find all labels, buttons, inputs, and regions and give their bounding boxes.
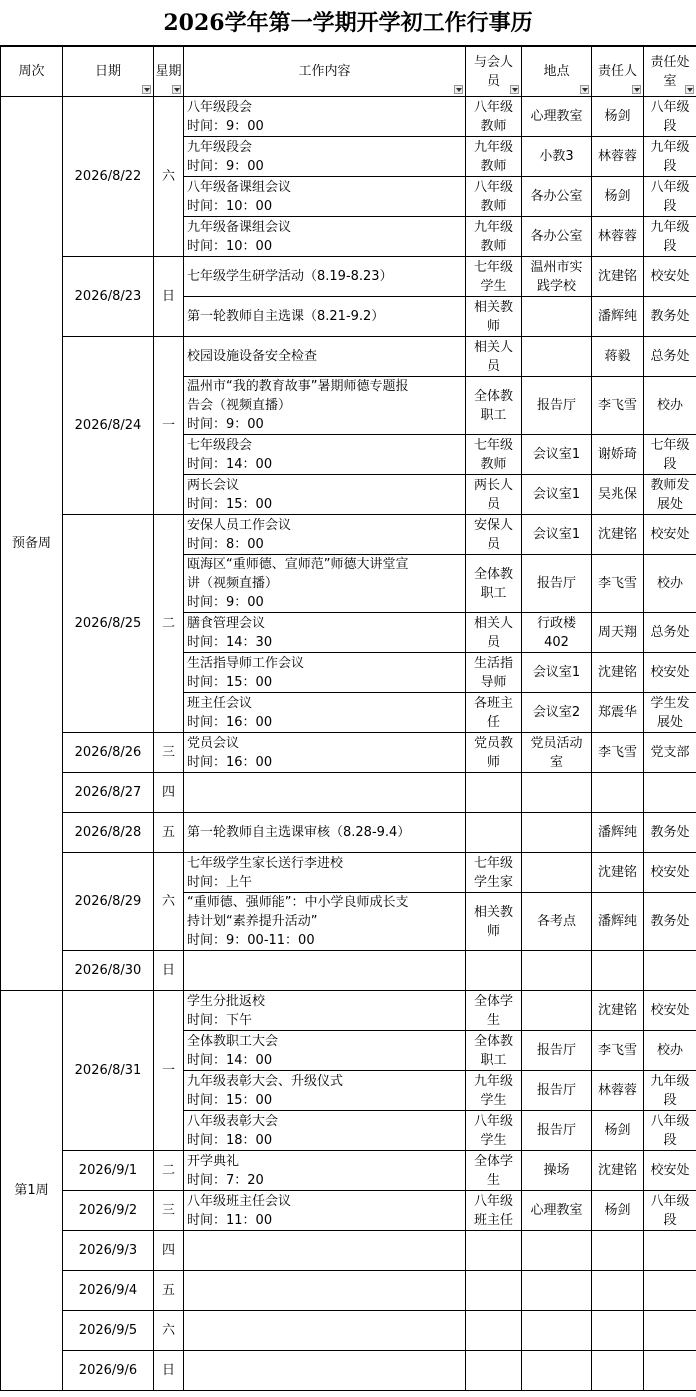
office-cell: 教务处 [644,297,696,337]
person-cell: 沈建铭 [592,653,644,693]
attendees-cell: 两长人 员 [466,475,522,515]
person-cell: 潘辉纯 [592,297,644,337]
weekday-cell: 四 [154,1231,184,1271]
location-cell [522,951,592,991]
content-cell: 校园设施设备安全检查 [184,337,466,377]
content-cell: 八年级段会 时间：9：00 [184,97,466,137]
person-cell [592,1351,644,1391]
location-cell [522,1231,592,1271]
date-cell: 2026/9/5 [63,1311,154,1351]
date-cell: 2026/9/3 [63,1231,154,1271]
attendees-cell [466,1351,522,1391]
content-cell: 膳食管理会议 时间：14：30 [184,613,466,653]
date-cell: 2026/8/22 [63,97,154,257]
header-person: 责任人 [592,47,644,97]
location-cell [522,813,592,853]
weekday-cell: 五 [154,813,184,853]
weekday-cell: 日 [154,951,184,991]
attendees-cell: 相关教 师 [466,893,522,951]
office-cell [644,951,696,991]
content-cell: 学生分批返校 时间：下午 [184,991,466,1031]
date-cell: 2026/9/4 [63,1271,154,1311]
header-location: 地点 [522,47,592,97]
location-cell: 报告厅 [522,1031,592,1071]
person-cell [592,773,644,813]
table-row [1,515,696,555]
person-cell: 李飞雪 [592,1031,644,1071]
office-cell: 教师发 展处 [644,475,696,515]
date-cell: 2026/9/1 [63,1151,154,1191]
attendees-cell [466,1231,522,1271]
attendees-cell: 全体教 职工 [466,377,522,435]
attendees-cell [466,813,522,853]
table-row [1,337,696,377]
office-cell: 总务处 [644,613,696,653]
content-cell: 七年级学生家长送行李进校 时间：上午 [184,853,466,893]
attendees-cell: 安保人 员 [466,515,522,555]
header-attendees: 与会人员 [466,47,522,97]
attendees-cell: 党员教 师 [466,733,522,773]
weekday-cell: 三 [154,1191,184,1231]
location-cell: 操场 [522,1151,592,1191]
location-cell [522,297,592,337]
weekday-cell: 二 [154,515,184,733]
content-cell: 温州市“我的教育故事”暑期师德专题报 告会（视频直播） 时间：9：00 [184,377,466,435]
person-cell: 杨剑 [592,1191,644,1231]
date-cell: 2026/8/27 [63,773,154,813]
header-row [1,47,696,97]
location-cell: 行政楼 402 [522,613,592,653]
office-cell: 校安处 [644,853,696,893]
attendees-cell: 全体学 生 [466,991,522,1031]
person-cell [592,1271,644,1311]
content-cell: 生活指导师工作会议 时间：15：00 [184,653,466,693]
location-cell: 温州市实 践学校 [522,257,592,297]
attendees-cell: 全体教 职工 [466,555,522,613]
weekday-cell: 四 [154,773,184,813]
attendees-cell: 生活指 导师 [466,653,522,693]
table-row [1,97,696,137]
person-cell: 周天翔 [592,613,644,653]
location-cell: 会议室1 [522,475,592,515]
weekday-cell: 日 [154,257,184,337]
content-cell: 九年级表彰大会、升级仪式 时间：15：00 [184,1071,466,1111]
header-office: 责任处室 [644,47,696,97]
content-cell [184,1311,466,1351]
person-cell: 潘辉纯 [592,893,644,951]
schedule-table [0,46,696,1391]
attendees-cell: 九年级 教师 [466,137,522,177]
person-cell: 沈建铭 [592,515,644,555]
table-row [1,853,696,893]
weekday-cell: 一 [154,337,184,515]
content-cell: 八年级备课组会议 时间：10：00 [184,177,466,217]
attendees-cell: 各班主 任 [466,693,522,733]
person-cell: 杨剑 [592,177,644,217]
location-cell [522,1311,592,1351]
weekday-cell: 二 [154,1151,184,1191]
office-cell: 校安处 [644,653,696,693]
content-cell: 党员会议 时间：16：00 [184,733,466,773]
content-cell: 八年级表彰大会 时间：18：00 [184,1111,466,1151]
office-cell: 九年级 段 [644,1071,696,1111]
weekday-cell: 三 [154,733,184,773]
attendees-cell: 八年级 学生 [466,1111,522,1151]
filter-dropdown-icon[interactable] [685,85,694,94]
location-cell: 心理教室 [522,97,592,137]
filter-dropdown-icon[interactable] [454,85,463,94]
location-cell: 心理教室 [522,1191,592,1231]
attendees-cell: 相关人 员 [466,337,522,377]
date-cell: 2026/9/2 [63,1191,154,1231]
content-cell: 八年级班主任会议 时间：11：00 [184,1191,466,1231]
attendees-cell: 九年级 学生 [466,1071,522,1111]
office-cell [644,1271,696,1311]
table-row [1,1151,696,1191]
attendees-cell [466,951,522,991]
person-cell: 潘辉纯 [592,813,644,853]
content-cell [184,1271,466,1311]
content-cell: 班主任会议 时间：16：00 [184,693,466,733]
table-row [1,257,696,297]
filter-dropdown-icon[interactable] [632,85,641,94]
date-cell: 2026/8/24 [63,337,154,515]
office-cell: 七年级 段 [644,435,696,475]
location-cell: 报告厅 [522,1111,592,1151]
content-cell: 全体教职工大会 时间：14：00 [184,1031,466,1071]
date-cell: 2026/8/31 [63,991,154,1151]
content-cell: 瓯海区“重师德、宣师范”师德大讲堂宣 讲（视频直播） 时间：9：00 [184,555,466,613]
attendees-cell: 七年级 学生 [466,257,522,297]
location-cell [522,1271,592,1311]
location-cell [522,1351,592,1391]
person-cell [592,951,644,991]
table-row [1,733,696,773]
office-cell: 八年级 段 [644,177,696,217]
content-cell: 九年级备课组会议 时间：10：00 [184,217,466,257]
office-cell: 教务处 [644,893,696,951]
office-cell: 八年级 段 [644,1191,696,1231]
office-cell: 九年级 段 [644,137,696,177]
person-cell: 蒋毅 [592,337,644,377]
person-cell: 吴兆保 [592,475,644,515]
filter-dropdown-icon[interactable] [580,85,589,94]
content-cell: 第一轮教师自主选课审核（8.28-9.4） [184,813,466,853]
person-cell: 沈建铭 [592,257,644,297]
weekday-cell: 日 [154,1351,184,1391]
person-cell: 李飞雪 [592,377,644,435]
attendees-cell: 七年级 学生家 [466,853,522,893]
filter-dropdown-icon[interactable] [142,85,151,94]
person-cell: 林蓉蓉 [592,217,644,257]
header-week: 周次 [1,47,63,97]
table-row [1,1351,696,1391]
header-content: 工作内容 [184,47,466,97]
office-cell: 八年级 段 [644,1111,696,1151]
office-cell [644,773,696,813]
weekday-cell: 六 [154,97,184,257]
office-cell: 党支部 [644,733,696,773]
office-cell: 九年级 段 [644,217,696,257]
office-cell: 八年级 段 [644,97,696,137]
filter-dropdown-icon[interactable] [172,85,181,94]
location-cell: 报告厅 [522,1071,592,1111]
attendees-cell: 八年级 教师 [466,97,522,137]
week-cell: 预备周 [1,97,63,991]
person-cell: 谢娇琦 [592,435,644,475]
table-row [1,951,696,991]
location-cell: 会议室1 [522,515,592,555]
content-cell: 七年级段会 时间：14：00 [184,435,466,475]
person-cell: 沈建铭 [592,1151,644,1191]
location-cell: 党员活动 室 [522,733,592,773]
office-cell: 学生发 展处 [644,693,696,733]
content-cell: 安保人员工作会议 时间：8：00 [184,515,466,555]
content-cell: 第一轮教师自主选课（8.21-9.2） [184,297,466,337]
attendees-cell: 八年级 教师 [466,177,522,217]
table-row [1,813,696,853]
office-cell: 校办 [644,555,696,613]
office-cell: 校办 [644,1031,696,1071]
attendees-cell: 全体教 职工 [466,1031,522,1071]
attendees-cell [466,1271,522,1311]
date-cell: 2026/8/26 [63,733,154,773]
office-cell: 教务处 [644,813,696,853]
attendees-cell: 七年级 教师 [466,435,522,475]
location-cell [522,991,592,1031]
date-cell: 2026/8/28 [63,813,154,853]
schedule-body [1,97,696,1391]
page-title: 2026学年第一学期开学初工作行事历 [0,0,696,46]
content-cell [184,1351,466,1391]
location-cell: 报告厅 [522,377,592,435]
office-cell [644,1231,696,1271]
table-row [1,773,696,813]
person-cell [592,1231,644,1271]
location-cell [522,337,592,377]
person-cell: 郑震华 [592,693,644,733]
table-row [1,1311,696,1351]
content-cell: 七年级学生研学活动（8.19-8.23） [184,257,466,297]
person-cell [592,1311,644,1351]
attendees-cell: 八年级 班主任 [466,1191,522,1231]
person-cell: 沈建铭 [592,853,644,893]
location-cell: 会议室2 [522,693,592,733]
location-cell: 各办公室 [522,177,592,217]
attendees-cell [466,1311,522,1351]
header-weekday: 星期 [154,47,184,97]
location-cell: 会议室1 [522,435,592,475]
content-cell [184,951,466,991]
location-cell: 小教3 [522,137,592,177]
office-cell: 校安处 [644,257,696,297]
filter-dropdown-icon[interactable] [510,85,519,94]
person-cell: 林蓉蓉 [592,1071,644,1111]
location-cell: 报告厅 [522,555,592,613]
office-cell: 校安处 [644,991,696,1031]
weekday-cell: 六 [154,1311,184,1351]
office-cell [644,1351,696,1391]
location-cell [522,773,592,813]
content-cell [184,1231,466,1271]
date-cell: 2026/8/30 [63,951,154,991]
content-cell [184,773,466,813]
table-row [1,991,696,1031]
attendees-cell: 九年级 教师 [466,217,522,257]
attendees-cell: 全体学 生 [466,1151,522,1191]
weekday-cell: 六 [154,853,184,951]
table-row [1,1271,696,1311]
office-cell: 总务处 [644,337,696,377]
office-cell: 校安处 [644,515,696,555]
date-cell: 2026/9/6 [63,1351,154,1391]
attendees-cell: 相关人 员 [466,613,522,653]
content-cell: 两长会议 时间：15：00 [184,475,466,515]
content-cell: 开学典礼 时间：7：20 [184,1151,466,1191]
weekday-cell: 一 [154,991,184,1151]
office-cell: 校办 [644,377,696,435]
person-cell: 李飞雪 [592,555,644,613]
weekday-cell: 五 [154,1271,184,1311]
person-cell: 杨剑 [592,97,644,137]
content-cell: “重师德、强师能”：中小学良师成长支 持计划“素养提升活动” 时间：9：00-11：00 [184,893,466,951]
date-cell: 2026/8/29 [63,853,154,951]
person-cell: 杨剑 [592,1111,644,1151]
person-cell: 李飞雪 [592,733,644,773]
attendees-cell [466,773,522,813]
office-cell: 校安处 [644,1151,696,1191]
location-cell: 会议室1 [522,653,592,693]
office-cell [644,1311,696,1351]
location-cell [522,853,592,893]
location-cell: 各办公室 [522,217,592,257]
table-row [1,1191,696,1231]
content-cell: 九年级段会 时间：9：00 [184,137,466,177]
table-row [1,1231,696,1271]
person-cell: 林蓉蓉 [592,137,644,177]
person-cell: 沈建铭 [592,991,644,1031]
location-cell: 各考点 [522,893,592,951]
attendees-cell: 相关教 师 [466,297,522,337]
date-cell: 2026/8/23 [63,257,154,337]
header-date: 日期 [63,47,154,97]
date-cell: 2026/8/25 [63,515,154,733]
week-cell: 第1周 [1,991,63,1391]
